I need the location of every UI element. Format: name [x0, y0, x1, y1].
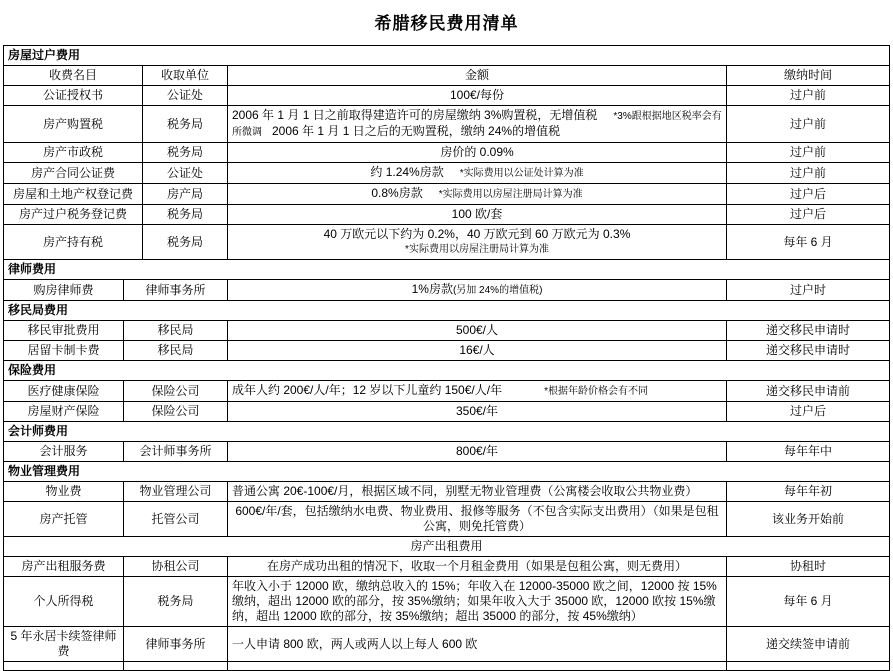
fee-amount-note: *根据年龄价格会有不同: [544, 386, 648, 397]
section-label: 保险费用: [4, 361, 890, 381]
fee-amount: [228, 106, 727, 143]
fee-time: 过户后: [727, 184, 890, 205]
fee-name: 房产出租服务费: [4, 557, 124, 577]
section-row: [4, 46, 890, 66]
fee-name: 公证授权书: [4, 86, 143, 106]
fee-unit: 税务局: [143, 205, 228, 225]
fee-name: 5 年永居卡续签律师费: [4, 627, 124, 662]
fee-table: [3, 45, 890, 671]
fee-unit: 律师事务所: [124, 627, 228, 662]
fee-amount: 一人申请 800 欧，两人或两人以上每人 600 欧: [228, 627, 727, 662]
fee-row: [4, 205, 890, 225]
section-label: 物业管理费用: [4, 462, 890, 482]
fee-row: [4, 402, 890, 422]
section-label: 律师费用: [4, 260, 890, 280]
column-header-amount: 金额: [228, 66, 727, 86]
fee-row: [4, 627, 890, 662]
fee-name: 房屋财产保险: [4, 402, 124, 422]
section-row: [4, 462, 890, 482]
fee-name: 房产托管: [4, 502, 124, 537]
fee-unit: 物业管理公司: [124, 482, 228, 502]
fee-unit: 税务局: [143, 225, 228, 260]
fee-row: [4, 86, 890, 106]
fee-unit: 公证处: [143, 163, 228, 184]
fee-time: 递交移民申请前: [727, 381, 890, 402]
section-label: 移民局费用: [4, 301, 890, 321]
fee-unit: 律师事务所: [124, 280, 228, 301]
fee-name: 房产购置税: [4, 106, 143, 143]
fee-row: [4, 280, 890, 301]
fee-amount: 100€/每份: [228, 86, 727, 106]
fee-time: 每年年中: [727, 442, 890, 462]
fee-unit: 协租公司: [124, 557, 228, 577]
fee-row: [4, 321, 890, 341]
fee-amount: 普通公寓 20€-100€/月，根据区域不同，别墅无物业管理费（公寓楼会收取公共物业费）: [228, 482, 727, 502]
subsection-row: [4, 537, 890, 557]
fee-unit: 公证处: [143, 86, 228, 106]
fee-row: [4, 442, 890, 462]
fee-time: 过户前: [727, 86, 890, 106]
fee-time: 递交移民申请时: [727, 341, 890, 361]
section-label: 会计师费用: [4, 422, 890, 442]
fee-amount-text: 成年人约 200€/人/年；12 岁以下儿童约 150€/人/年: [232, 383, 503, 397]
fee-time: 过户后: [727, 205, 890, 225]
fee-amount-text: 40 万欧元以下约为 0.2%，40 万欧元到 60 万欧元为 0.3%: [323, 227, 631, 241]
column-header-row: [4, 66, 890, 86]
fee-amount: 年收入小于 12000 欧，缴纳总收入的 15%；年收入在 12000-35000 欧之间，12000 按 15%缴纳，超出 12000 欧的部分，按 35%缴纳；如果年收入大于 35000 欧，12000 欧按 15%缴纳，超出 12000 欧的部分，按 35%缴纳；超出 35000 的部分，按 45%缴纳）: [228, 577, 727, 627]
fee-row: [4, 341, 890, 361]
fee-name: 房屋和土地产权登记费: [4, 184, 143, 205]
column-header-time: 缴纳时间: [727, 66, 890, 86]
section-row: [4, 301, 890, 321]
cut-off-cell: [124, 662, 228, 671]
fee-name: 物业费: [4, 482, 124, 502]
fee-unit: 保险公司: [124, 402, 228, 422]
fee-time: 过户前: [727, 143, 890, 163]
fee-amount-note: *3%跟根据地区税率会有所微调: [232, 111, 722, 138]
fee-name: 购房律师费: [4, 280, 124, 301]
column-header-name: 收费名目: [4, 66, 143, 86]
cut-off-cell: [228, 662, 727, 671]
cut-off-cell: [4, 662, 124, 671]
fee-time: 过户前: [727, 163, 890, 184]
fee-amount: 房价的 0.09%: [228, 143, 727, 163]
section-row: [4, 422, 890, 442]
fee-row: [4, 106, 890, 143]
subsection-label: 房产出租费用: [4, 537, 890, 557]
fee-amount: 100 欧/套: [228, 205, 727, 225]
fee-name: 房产过户税务登记费: [4, 205, 143, 225]
fee-unit: 会计师事务所: [124, 442, 228, 462]
fee-amount: [228, 184, 727, 205]
fee-time: 过户时: [727, 280, 890, 301]
fee-time: 过户前: [727, 106, 890, 143]
fee-amount: 在房产成功出租的情况下，收取一个月租金费用（如果是包租公寓，则无费用）: [228, 557, 727, 577]
section-row: [4, 361, 890, 381]
cut-off-cell: [727, 662, 890, 671]
page-title: 希腊移民费用清单: [374, 14, 519, 33]
fee-time: 每年 6 月: [727, 225, 890, 260]
fee-amount: 500€/人: [228, 321, 727, 341]
fee-time: 协租时: [727, 557, 890, 577]
fee-name: 会计服务: [4, 442, 124, 462]
fee-row: [4, 163, 890, 184]
fee-unit: 税务局: [143, 143, 228, 163]
fee-amount: [228, 381, 727, 402]
fee-name: 居留卡制卡费: [4, 341, 124, 361]
fee-row: [4, 557, 890, 577]
fee-amount: 350€/年: [228, 402, 727, 422]
fee-time: 递交移民申请时: [727, 321, 890, 341]
fee-unit: 税务局: [124, 577, 228, 627]
fee-time: 该业务开始前: [727, 502, 890, 537]
fee-name: 房产持有税: [4, 225, 143, 260]
fee-amount-text: 2006 年 1 月 1 日之前取得建造许可的房屋缴纳 3%购置税，无增值税: [232, 108, 598, 122]
fee-time: 递交续签申请前: [727, 627, 890, 662]
fee-amount-text: 约 1.24%房款: [370, 165, 444, 179]
fee-amount: 800€/年: [228, 442, 727, 462]
fee-row: [4, 143, 890, 163]
fee-unit: 税务局: [143, 106, 228, 143]
fee-amount-note: *实际费用以房屋注册局计算为准: [438, 189, 583, 200]
fee-amount-text: 0.8%房款: [371, 186, 423, 200]
fee-name: 个人所得税: [4, 577, 124, 627]
fee-name: 医疗健康保险: [4, 381, 124, 402]
fee-row: [4, 482, 890, 502]
fee-unit: 移民局: [124, 321, 228, 341]
fee-amount: [228, 225, 727, 260]
fee-name: 房产合同公证费: [4, 163, 143, 184]
fee-amount-note: *实际费用以公证处计算为准: [459, 168, 584, 179]
fee-amount-text: 2006 年 1 月 1 日之后的无购置税，缴纳 24%的增值税: [272, 124, 561, 138]
fee-time: 每年 6 月: [727, 577, 890, 627]
fee-amount-text: 1%房款: [411, 282, 453, 296]
fee-amount: 600€/年/套，包括缴纳水电费、物业费用、报修等服务（不包含实际支出费用）（如果是包租公寓，则免托管费）: [228, 502, 727, 537]
cut-off-row: [4, 662, 890, 671]
fee-row: [4, 184, 890, 205]
fee-name: 移民审批费用: [4, 321, 124, 341]
fee-unit: 托管公司: [124, 502, 228, 537]
fee-amount: [228, 163, 727, 184]
fee-name: 房产市政税: [4, 143, 143, 163]
fee-amount-note: (另加 24%的增值税): [452, 285, 543, 296]
fee-time: 每年年初: [727, 482, 890, 502]
fee-amount-note: *实际费用以房屋注册局计算为准: [405, 244, 549, 255]
section-label: 房屋过户费用: [4, 46, 890, 66]
fee-time: 过户后: [727, 402, 890, 422]
column-header-unit: 收取单位: [143, 66, 228, 86]
fee-unit: 房产局: [143, 184, 228, 205]
fee-row: [4, 225, 890, 260]
fee-unit: 移民局: [124, 341, 228, 361]
fee-row: [4, 577, 890, 627]
fee-unit: 保险公司: [124, 381, 228, 402]
section-row: [4, 260, 890, 280]
fee-amount: [228, 280, 727, 301]
fee-row: [4, 502, 890, 537]
fee-row: [4, 381, 890, 402]
fee-amount: 16€/人: [228, 341, 727, 361]
